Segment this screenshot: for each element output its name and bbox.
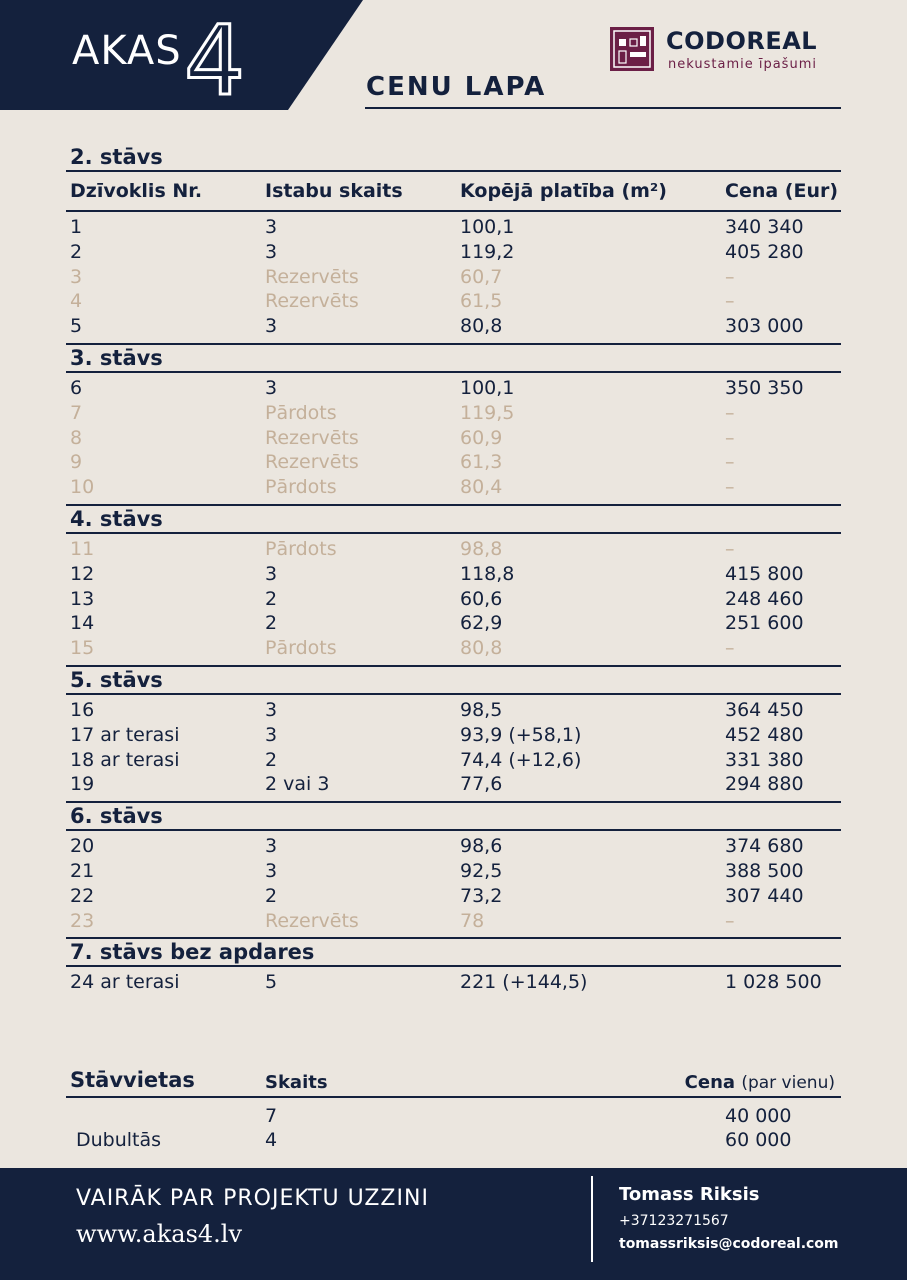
price: 303 000 [725, 315, 804, 338]
table-row [66, 426, 841, 451]
price: – [725, 401, 735, 424]
website-link[interactable]: www.akas4.lv [76, 1220, 243, 1248]
contact-phone[interactable]: +37123271567 [619, 1213, 729, 1229]
price-table [66, 144, 841, 999]
price: 374 680 [725, 835, 804, 858]
table-row [66, 636, 841, 661]
akas4-logo [72, 8, 272, 104]
parking-count: 7 [265, 1105, 278, 1127]
table-row [66, 859, 841, 884]
price: 1 028 500 [725, 971, 822, 994]
apartment-nr: 19 [70, 773, 95, 796]
table-row [66, 909, 841, 934]
area: 60,7 [460, 265, 503, 288]
table-row [66, 723, 841, 748]
table-row [66, 884, 841, 909]
apartment-nr: 9 [70, 451, 83, 474]
floor-rows [66, 534, 841, 667]
rooms: 3 [265, 376, 278, 399]
area: 61,5 [460, 290, 503, 313]
parking-row [66, 1128, 841, 1152]
area: 100,1 [460, 216, 515, 238]
rooms: 3 [265, 216, 278, 238]
floor-heading: 4. stāvs [66, 506, 841, 534]
area: 80,8 [460, 315, 503, 338]
area: 61,3 [460, 451, 503, 474]
table-row [66, 215, 841, 240]
rooms: 3 [265, 698, 278, 721]
rooms: Rezervēts [265, 265, 359, 288]
table-row [66, 611, 841, 636]
rooms: 2 [265, 587, 278, 610]
area: 93,9 (+58,1) [460, 723, 582, 746]
table-row [66, 376, 841, 401]
footer-cta: VAIRĀK PAR PROJEKTU UZZINI [76, 1186, 429, 1211]
col-apartment: Dzīvoklis Nr. [70, 180, 203, 202]
parking-price-header [685, 1072, 835, 1093]
rooms: 3 [265, 562, 278, 585]
table-row [66, 562, 841, 587]
table-row [66, 970, 841, 995]
price: 415 800 [725, 562, 804, 585]
rooms: 3 [265, 240, 278, 263]
area: 77,6 [460, 773, 503, 796]
codoreal-logo [610, 27, 845, 73]
table-row [66, 587, 841, 612]
price: – [725, 637, 735, 660]
floor-rows [66, 212, 841, 345]
area: 98,6 [460, 835, 503, 858]
area: 98,5 [460, 698, 503, 721]
table-row [66, 748, 841, 773]
parking-type: Dubultās [76, 1129, 162, 1151]
price: – [725, 909, 735, 932]
area: 118,8 [460, 562, 515, 585]
area: 80,4 [460, 476, 503, 499]
floor-heading: 3. stāvs [66, 345, 841, 373]
area: 62,9 [460, 612, 503, 635]
header-divider [365, 107, 841, 109]
parking-price: 40 000 [725, 1105, 792, 1127]
apartment-nr: 1 [70, 216, 83, 238]
area: 100,1 [460, 376, 515, 399]
apartment-nr: 6 [70, 376, 83, 399]
table-row [66, 475, 841, 500]
table-row [66, 450, 841, 475]
apartment-nr: 11 [70, 537, 95, 560]
column-headers [66, 172, 841, 212]
parking-count-label: Skaits [265, 1072, 328, 1093]
page-title: CENU LAPA [366, 72, 547, 102]
floor-heading: 6. stāvs [66, 803, 841, 831]
rooms: Rezervēts [265, 426, 359, 449]
table-row [66, 289, 841, 314]
price: 340 340 [725, 216, 804, 238]
rooms: 3 [265, 859, 278, 882]
area: 60,6 [460, 587, 503, 610]
rooms: Pārdots [265, 401, 337, 424]
rooms: 3 [265, 723, 278, 746]
area: 80,8 [460, 637, 503, 660]
rooms: 2 [265, 612, 278, 635]
agency-name: CODOREAL [666, 27, 818, 55]
apartment-nr: 13 [70, 587, 95, 610]
apartment-nr: 14 [70, 612, 95, 635]
rooms: 2 [265, 748, 278, 771]
area: 74,4 (+12,6) [460, 748, 582, 771]
apartment-nr: 22 [70, 884, 95, 907]
price: – [725, 426, 735, 449]
footer-divider [591, 1176, 593, 1262]
apartment-nr: 4 [70, 290, 83, 313]
table-row [66, 265, 841, 290]
apartment-nr: 2 [70, 240, 83, 263]
table-row [66, 698, 841, 723]
table-row [66, 834, 841, 859]
parking-count: 4 [265, 1129, 278, 1151]
area: 92,5 [460, 859, 503, 882]
parking-table [66, 1066, 841, 1152]
agency-subtitle: nekustamie īpašumi [668, 57, 817, 72]
floor-heading: 2. stāvs [66, 144, 841, 172]
apartment-nr: 8 [70, 426, 83, 449]
rooms: Rezervēts [265, 909, 359, 932]
price: 331 380 [725, 748, 804, 771]
rooms: 3 [265, 835, 278, 858]
area: 78 [460, 909, 485, 932]
apartment-nr: 20 [70, 835, 95, 858]
apartment-nr: 21 [70, 859, 95, 882]
apartment-nr: 18 ar terasi [70, 748, 180, 771]
floor-heading: 7. stāvs bez apdares [66, 939, 841, 967]
floor-rows [66, 695, 841, 803]
building-icon [610, 27, 654, 71]
apartment-nr: 12 [70, 562, 95, 585]
table-row [66, 240, 841, 265]
price: 364 450 [725, 698, 804, 721]
price: – [725, 537, 735, 560]
rooms: 2 vai 3 [265, 773, 330, 796]
price: 294 880 [725, 773, 804, 796]
parking-row [66, 1104, 841, 1128]
price: 405 280 [725, 240, 804, 263]
area: 119,5 [460, 401, 515, 424]
apartment-nr: 24 ar terasi [70, 971, 180, 994]
rooms: 3 [265, 315, 278, 338]
area: 119,2 [460, 240, 515, 263]
price: 251 600 [725, 612, 804, 635]
apartment-nr: 16 [70, 698, 95, 721]
price: 452 480 [725, 723, 804, 746]
floor-rows [66, 373, 841, 506]
rooms: 2 [265, 884, 278, 907]
col-price: Cena (Eur) [725, 180, 839, 202]
table-row [66, 537, 841, 562]
price: – [725, 451, 735, 474]
table-row [66, 401, 841, 426]
parking-price-note: (par vienu) [741, 1073, 835, 1093]
apartment-nr: 5 [70, 315, 83, 338]
parking-header [66, 1066, 841, 1098]
apartment-nr: 3 [70, 265, 83, 288]
floor-rows [66, 831, 841, 939]
table-row [66, 314, 841, 339]
area: 98,8 [460, 537, 503, 560]
apartment-nr: 7 [70, 401, 83, 424]
parking-title: Stāvvietas [70, 1068, 195, 1092]
contact-name: Tomass Riksis [619, 1184, 760, 1205]
rooms: Pārdots [265, 637, 337, 660]
apartment-nr: 10 [70, 476, 95, 499]
price: – [725, 290, 735, 313]
price: – [725, 265, 735, 288]
rooms: Pārdots [265, 476, 337, 499]
price: – [725, 476, 735, 499]
area: 60,9 [460, 426, 503, 449]
rooms: Rezervēts [265, 290, 359, 313]
area: 73,2 [460, 884, 503, 907]
apartment-nr: 23 [70, 909, 95, 932]
parking-price: 60 000 [725, 1129, 792, 1151]
rooms: Pārdots [265, 537, 337, 560]
logo-text: AKAS [72, 28, 182, 74]
price: 307 440 [725, 884, 804, 907]
area: 221 (+144,5) [460, 971, 588, 994]
floor-rows [66, 967, 841, 999]
price: 388 500 [725, 859, 804, 882]
logo-number: 4 [184, 8, 246, 104]
apartment-nr: 15 [70, 637, 95, 660]
parking-price-label: Cena [684, 1072, 736, 1093]
rooms: Rezervēts [265, 451, 359, 474]
price: 350 350 [725, 376, 804, 399]
contact-email[interactable]: tomassriksis@codoreal.com [619, 1236, 839, 1252]
footer [0, 1168, 907, 1280]
col-rooms: Istabu skaits [265, 180, 403, 202]
apartment-nr: 17 ar terasi [70, 723, 180, 746]
floor-heading: 5. stāvs [66, 667, 841, 695]
price: 248 460 [725, 587, 804, 610]
rooms: 5 [265, 971, 278, 994]
table-row [66, 772, 841, 797]
col-area: Kopējā platība (m²) [460, 180, 667, 202]
